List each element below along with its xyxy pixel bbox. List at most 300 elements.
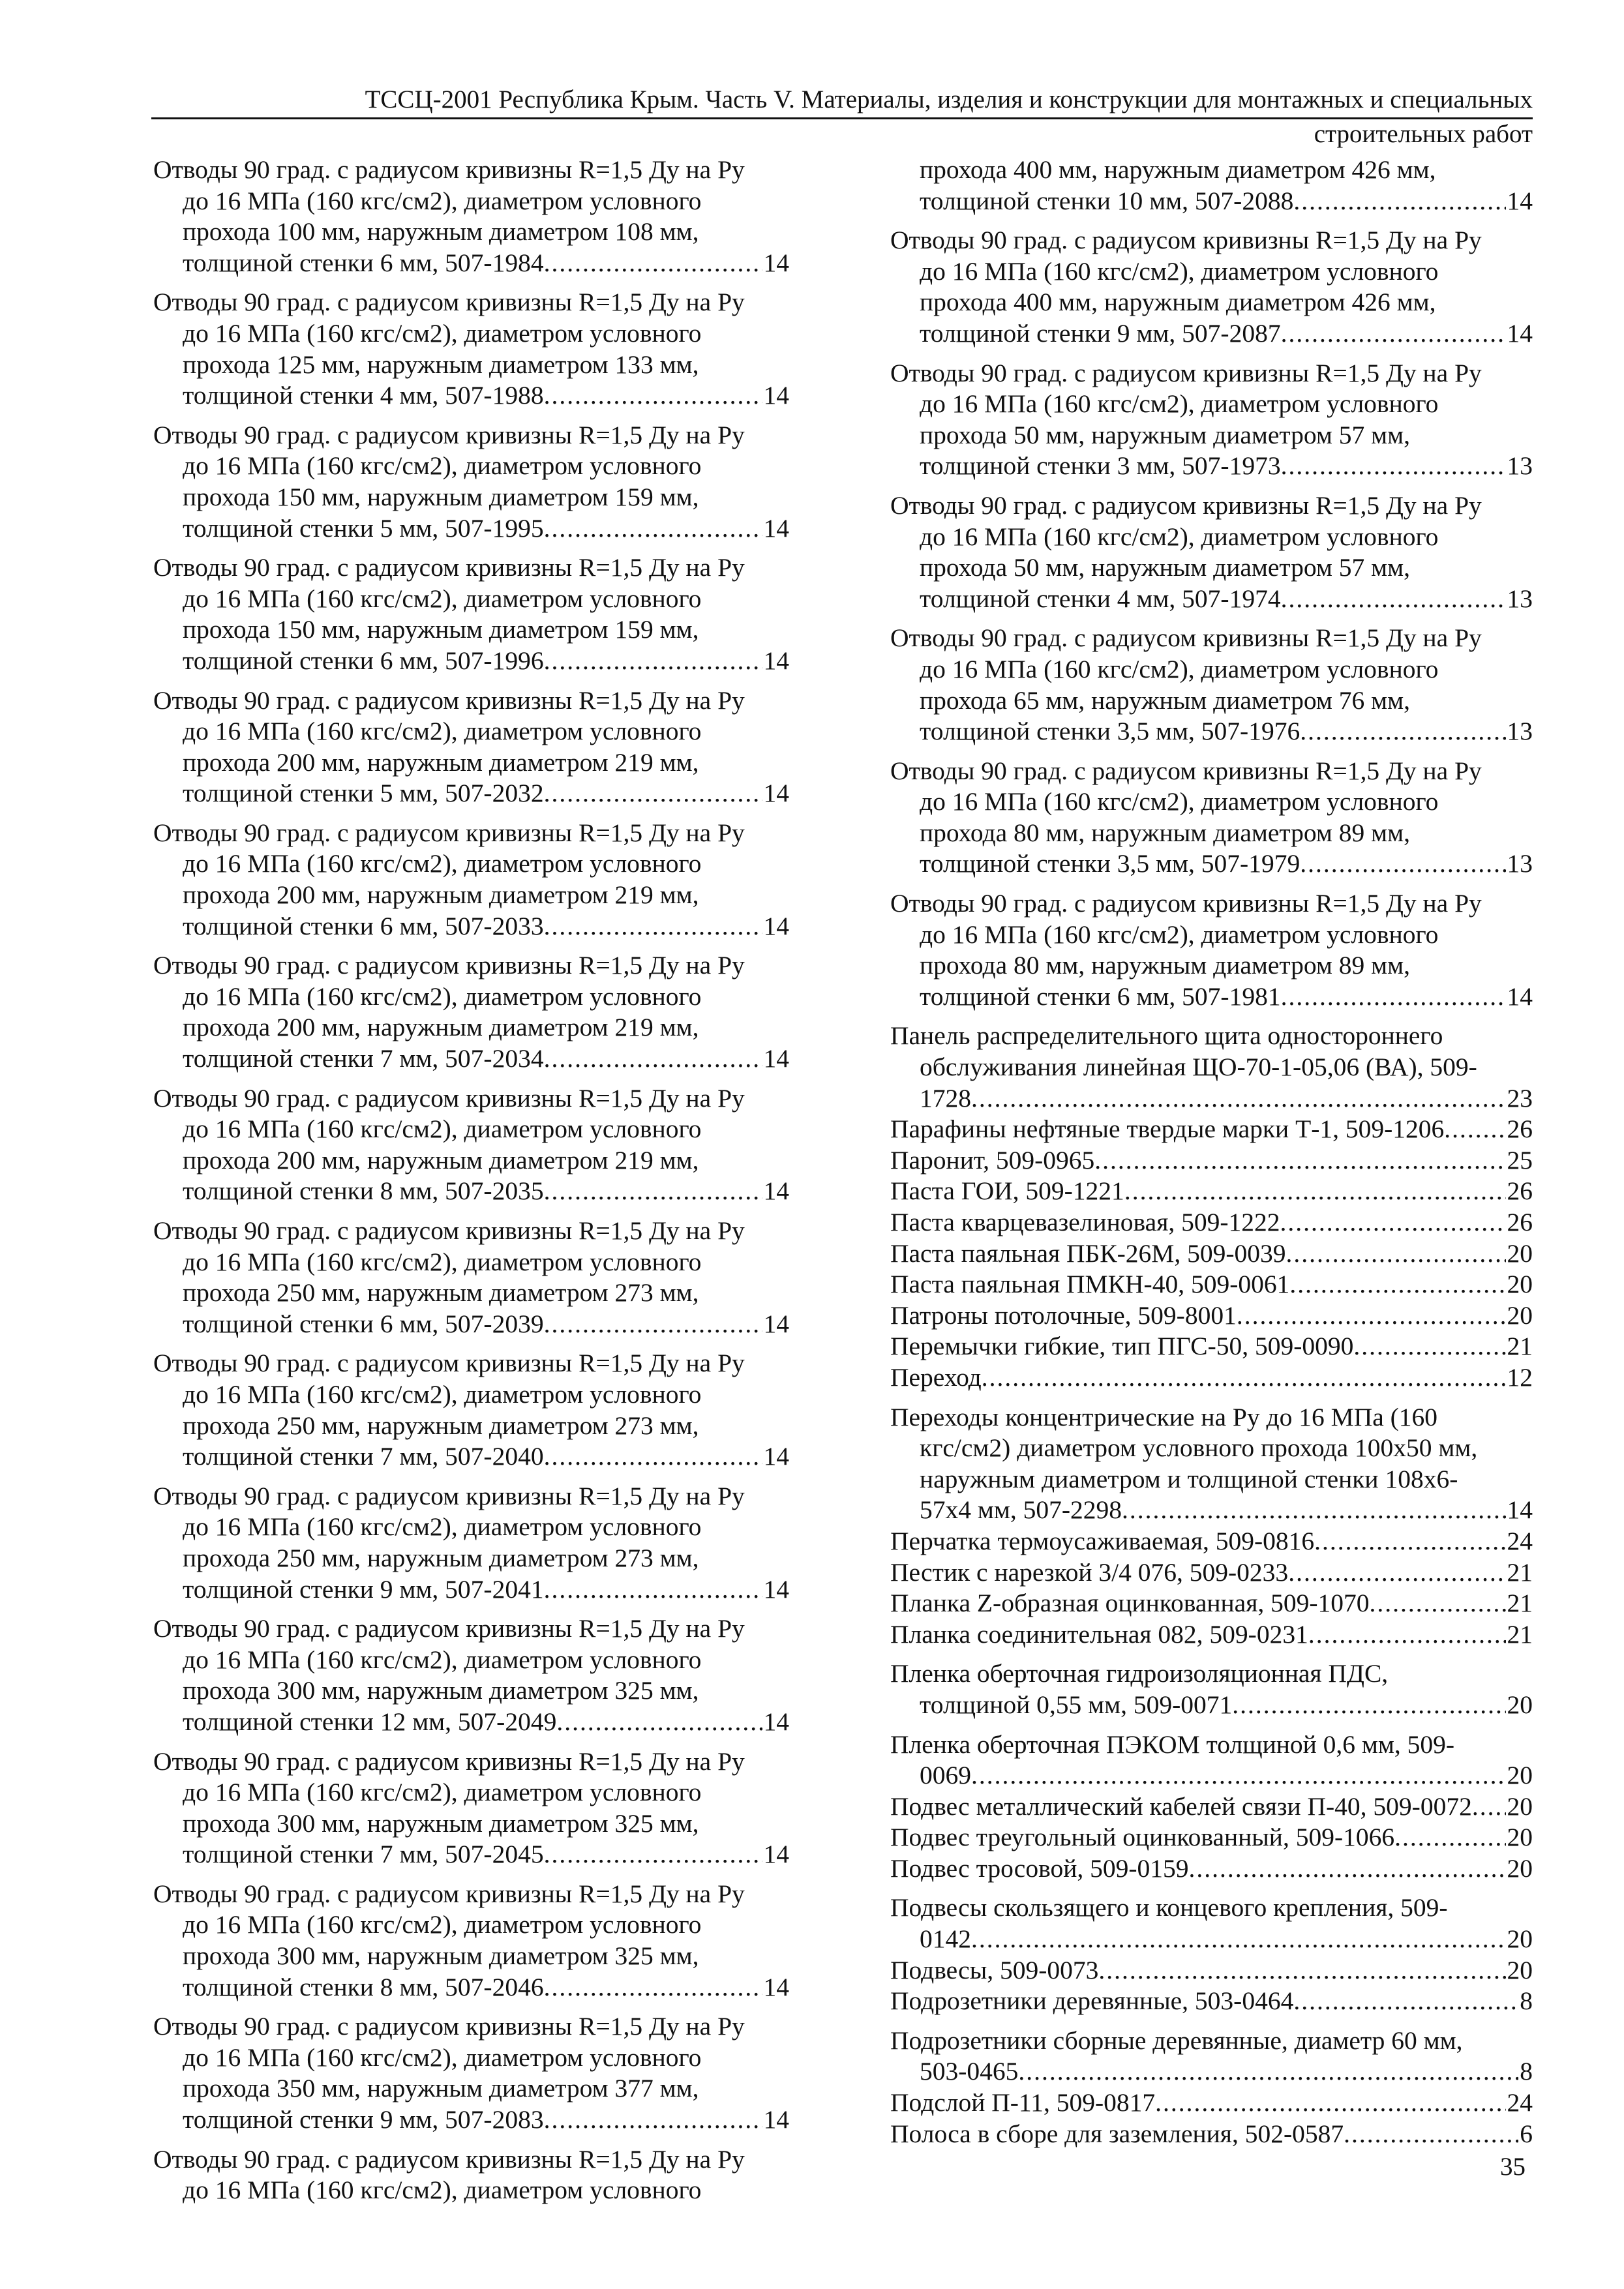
index-entry-text: толщиной стенки 10 мм, 507-2088 [920, 186, 1294, 215]
index-entry [890, 225, 1533, 349]
index-entry [153, 1613, 789, 1737]
dot-leader [544, 1176, 762, 1207]
index-entry [890, 1207, 1533, 1238]
running-header [151, 85, 1533, 149]
index-entry-line: до 16 МПа (160 кгс/см2), диаметром условного [183, 584, 702, 613]
index-entry [153, 420, 789, 544]
index-entry-text: Паста ГОИ, 509-1221 [890, 1176, 1124, 1206]
index-page-reference: 14 [763, 381, 789, 410]
index-entry-line: Отводы 90 град. с радиусом кривизны R=1,5 Ду на Ру [153, 1879, 745, 1908]
index-entry-leader-line [890, 1924, 1533, 1955]
index-entry-text: 1728 [920, 1083, 971, 1113]
dot-leader [1094, 1145, 1505, 1176]
index-entry-line: до 16 МПа (160 кгс/см2), диаметром условного [920, 920, 1439, 949]
index-page-reference: 14 [1507, 186, 1533, 215]
index-entry-leader-line [890, 1557, 1533, 1589]
dot-leader [1344, 2119, 1518, 2150]
index-entry-leader-line [890, 1207, 1533, 1238]
index-entry-text: толщиной стенки 3 мм, 507-1973 [920, 451, 1281, 481]
index-entry [890, 1402, 1533, 1526]
index-page-reference: 14 [763, 1044, 789, 1073]
index-page-reference: 13 [1507, 451, 1533, 481]
index-entry-line: до 16 МПа (160 кгс/см2), диаметром условного [183, 1247, 702, 1276]
index-entry-text: Планка Z-образная оцинкованная, 509-1070 [890, 1589, 1370, 1618]
index-entry [153, 552, 789, 676]
dot-leader [1098, 1955, 1505, 1986]
index-page-reference: 21 [1507, 1619, 1533, 1649]
index-entry [890, 358, 1533, 482]
dot-leader [1353, 1331, 1505, 1362]
dot-leader [971, 1924, 1506, 1955]
index-entry-line: прохода 200 мм, наружным диаметром 219 мм, [183, 880, 699, 910]
index-entry-line: Отводы 90 град. с радиусом кривизны R=1,5 Ду на Ру [153, 155, 745, 184]
index-entry-leader-line [890, 186, 1533, 217]
index-entry-text: толщиной стенки 9 мм, 507-2041 [183, 1574, 544, 1604]
dot-leader [1286, 1238, 1506, 1270]
dot-leader [1281, 451, 1506, 482]
index-entry [890, 155, 1533, 217]
index-entry-leader-line [890, 1300, 1533, 1332]
dot-leader [1394, 1822, 1505, 1853]
index-entry [890, 1557, 1533, 1589]
index-entry-line: до 16 МПа (160 кгс/см2), диаметром условного [920, 654, 1439, 683]
index-entry-text: толщиной стенки 6 мм, 507-2039 [183, 1309, 544, 1338]
index-entry-line: Отводы 90 град. с радиусом кривизны R=1,5 Ду на Ру [890, 756, 1482, 785]
index-entry [890, 888, 1533, 1012]
index-page-reference: 14 [763, 1707, 789, 1736]
index-page-reference: 21 [1507, 1589, 1533, 1618]
index-page-reference: 21 [1507, 1557, 1533, 1587]
index-entry-leader-line [890, 451, 1533, 482]
index-entry-leader-line [890, 1526, 1533, 1557]
index-entry-leader-line [890, 1362, 1533, 1394]
index-page-reference: 20 [1507, 1690, 1533, 1719]
index-entry-line: Подрозетники сборные деревянные, диаметр 60 мм, [890, 2026, 1463, 2055]
dot-leader [544, 380, 762, 411]
index-page-reference: 20 [1507, 1300, 1533, 1330]
index-entry-line: Подвесы скользящего и концевого крепления, 509- [890, 1893, 1448, 1922]
dot-leader [1280, 1207, 1506, 1238]
dot-leader [1472, 1791, 1506, 1823]
index-entry-text: Паста паяльная ПМКН-40, 509-0061 [890, 1270, 1290, 1299]
dot-leader [544, 513, 762, 545]
index-entry-leader-line [890, 1690, 1533, 1721]
index-entry-leader-line [890, 2056, 1533, 2087]
index-entry-line: прохода 350 мм, наружным диаметром 377 мм, [183, 2074, 699, 2103]
index-entry [890, 1822, 1533, 1853]
dot-leader [1232, 1690, 1505, 1721]
index-entry [890, 1145, 1533, 1176]
header-title: ТССЦ-2001 Республика Крым. Часть V. Материалы, изделия и конструкции для монтажных и специальных [365, 85, 1533, 113]
dot-leader [971, 1083, 1506, 1115]
index-entry-leader-line [153, 248, 789, 279]
index-entry-text: Полоса в сборе для заземления, 502-0587 [890, 2119, 1344, 2148]
index-entry-line: Отводы 90 град. с радиусом кривизны R=1,5 Ду на Ру [890, 889, 1482, 918]
index-entry-line: до 16 МПа (160 кгс/см2), диаметром условного [183, 2176, 702, 2205]
dot-leader [1300, 716, 1505, 747]
index-entry [153, 1083, 789, 1207]
dot-leader [544, 1839, 762, 1870]
index-entry-line: прохода 300 мм, наружным диаметром 325 мм, [183, 1676, 699, 1705]
index-entry-text: толщиной 0,55 мм, 509-0071 [920, 1690, 1233, 1719]
index-page-reference: 24 [1507, 1526, 1533, 1555]
index-entry-leader-line [890, 1238, 1533, 1270]
index-entry-leader-line [890, 1588, 1533, 1619]
index-entry [890, 1331, 1533, 1362]
index-entry [890, 490, 1533, 614]
index-entry-leader-line [153, 513, 789, 545]
index-entry-line: прохода 150 мм, наружным диаметром 159 мм, [183, 482, 699, 511]
index-entry-line: до 16 МПа (160 кгс/см2), диаметром условного [920, 389, 1439, 419]
index-page-reference: 21 [1507, 1332, 1533, 1361]
index-entry-line: до 16 МПа (160 кгс/см2), диаметром условного [183, 1115, 702, 1144]
dot-leader [1444, 1114, 1505, 1145]
page-number: 35 [1500, 2153, 1526, 2181]
dot-leader [544, 1972, 762, 2003]
dot-leader [1308, 1619, 1506, 1651]
index-page-reference: 26 [1507, 1208, 1533, 1236]
index-entry [890, 756, 1533, 880]
index-page-reference: 20 [1507, 1270, 1533, 1299]
index-entry-line: Отводы 90 град. с радиусом кривизны R=1,5 Ду на Ру [153, 951, 745, 980]
index-entry-text: толщиной стенки 6 мм, 507-2033 [183, 911, 544, 940]
index-entry-line: до 16 МПа (160 кгс/см2), диаметром условного [183, 1910, 702, 1939]
index-entry-line: Отводы 90 град. с радиусом кривизны R=1,5 Ду на Ру [890, 623, 1482, 653]
index-entry [153, 685, 789, 809]
index-entry-leader-line [153, 1176, 789, 1207]
index-entry-line: до 16 МПа (160 кгс/см2), диаметром условного [920, 256, 1439, 286]
index-entry [890, 1114, 1533, 1145]
index-entry [890, 1853, 1533, 1885]
index-entry-text: 0142 [920, 1924, 971, 1954]
index-entry-line: до 16 МПа (160 кгс/см2), диаметром условного [183, 2042, 702, 2072]
index-entry-text: толщиной стенки 5 мм, 507-1995 [183, 513, 544, 543]
index-entry-text: толщиной стенки 7 мм, 507-2045 [183, 1840, 544, 1869]
dot-leader [1293, 186, 1505, 217]
index-entry-leader-line [890, 1114, 1533, 1145]
dot-leader [544, 778, 762, 809]
index-entry [153, 2144, 789, 2206]
index-entry-leader-line [153, 1972, 789, 2003]
index-entry-text: Подвес треугольный оцинкованный, 509-1066 [890, 1823, 1395, 1852]
dot-leader [1289, 1269, 1505, 1300]
index-entry-leader-line [890, 848, 1533, 880]
index-entry-line: прохода 200 мм, наружным диаметром 219 мм, [183, 1145, 699, 1174]
dot-leader [971, 1760, 1506, 1791]
index-entry [890, 1176, 1533, 1207]
index-entry-leader-line [153, 1043, 789, 1075]
index-page-reference: 25 [1507, 1145, 1533, 1174]
dot-leader [1018, 2056, 1518, 2087]
index-entry-line: прохода 65 мм, наружным диаметром 76 мм, [920, 685, 1411, 715]
index-entry-leader-line [890, 1955, 1533, 1986]
index-page-reference: 14 [763, 1972, 789, 2001]
dot-leader [544, 1441, 762, 1473]
index-entry-text: толщиной стенки 6 мм, 507-1981 [920, 981, 1281, 1011]
index-entry-text: Паронит, 509-0965 [890, 1145, 1095, 1174]
index-entry [890, 1269, 1533, 1300]
index-entry-leader-line [890, 584, 1533, 615]
index-entry-line: Отводы 90 град. с радиусом кривизны R=1,5 Ду на Ру [153, 1481, 745, 1510]
index-entry-line: прохода 300 мм, наружным диаметром 325 мм, [183, 1808, 699, 1838]
index-entry-text: толщиной стенки 9 мм, 507-2087 [920, 318, 1281, 348]
index-page-reference: 20 [1507, 1238, 1533, 1268]
index-entry-leader-line [153, 1574, 789, 1606]
index-entry-text: Переход [890, 1362, 982, 1392]
index-entry-text: Паста паяльная ПБК-26М, 509-0039 [890, 1238, 1286, 1268]
index-entry [890, 1791, 1533, 1823]
index-page-reference: 14 [1507, 1495, 1533, 1525]
dot-leader [1288, 1557, 1505, 1589]
dot-leader [544, 911, 762, 942]
index-entry-line: прохода 200 мм, наружным диаметром 219 мм, [183, 747, 699, 777]
index-entry-text: толщиной стенки 8 мм, 507-2046 [183, 1972, 544, 2001]
index-entry-line: до 16 МПа (160 кгс/см2), диаметром условного [920, 787, 1439, 816]
index-entry [890, 1658, 1533, 1720]
index-entry-text: Подвесы, 509-0073 [890, 1955, 1099, 1984]
index-entry-line: Отводы 90 град. с радиусом кривизны R=1,5 Ду на Ру [153, 685, 745, 715]
index-page-reference: 23 [1507, 1083, 1533, 1113]
index-page-reference: 14 [763, 1442, 789, 1471]
index-entry-line: прохода 400 мм, наружным диаметром 426 мм, [920, 288, 1436, 317]
index-entry-leader-line [890, 1495, 1533, 1526]
index-entry-text: толщиной стенки 12 мм, 507-2049 [183, 1707, 557, 1736]
index-entry-text: Подвес тросовой, 509-0159 [890, 1853, 1189, 1883]
index-entry [890, 1300, 1533, 1332]
index-entry-text: толщиной стенки 6 мм, 507-1984 [183, 248, 544, 277]
dot-leader [544, 1309, 762, 1340]
dot-leader [1370, 1588, 1506, 1619]
index-page-reference: 26 [1507, 1176, 1533, 1206]
index-page-reference: 8 [1520, 1986, 1533, 2016]
index-entry [890, 2026, 1533, 2087]
index-entry-line: наружным диаметром и толщиной стенки 108х6- [920, 1464, 1458, 1493]
index-page-reference: 20 [1507, 1791, 1533, 1821]
index-entry-leader-line [890, 2119, 1533, 2150]
index-entry-leader-line [153, 2104, 789, 2136]
index-entry-line: Отводы 90 град. с радиусом кривизны R=1,5 Ду на Ру [153, 818, 745, 847]
index-entry-leader-line [153, 646, 789, 677]
index-entry [153, 2011, 789, 2135]
index-entry-line: прохода 100 мм, наружным диаметром 108 мм, [183, 217, 699, 247]
dot-leader [544, 1043, 762, 1075]
index-entry-line: прохода 80 мм, наружным диаметром 89 мм, [920, 818, 1411, 847]
index-entry-text: Подвес металлический кабелей связи П-40, 509-0072 [890, 1791, 1472, 1821]
index-page-reference: 20 [1507, 1955, 1533, 1984]
index-entry-line: до 16 МПа (160 кгс/см2), диаметром условного [920, 522, 1439, 551]
index-entry-text: толщиной стенки 3,5 мм, 507-1976 [920, 717, 1301, 746]
index-entry-line: Отводы 90 град. с радиусом кривизны R=1,5 Ду на Ру [890, 226, 1482, 255]
index-entry [890, 1526, 1533, 1557]
index-entry-text: толщиной стенки 6 мм, 507-1996 [183, 646, 544, 675]
index-page-reference: 14 [763, 779, 789, 808]
index-entry [890, 1362, 1533, 1394]
index-entry-line: прохода 50 мм, наружным диаметром 57 мм, [920, 553, 1411, 582]
index-page-reference: 26 [1507, 1115, 1533, 1144]
index-entry [890, 1619, 1533, 1651]
index-entry-text: толщиной стенки 7 мм, 507-2034 [183, 1044, 544, 1073]
index-entry-line: Отводы 90 град. с радиусом кривизны R=1,5 Ду на Ру [153, 1083, 745, 1113]
index-entry-leader-line [890, 1145, 1533, 1176]
index-entry-leader-line [890, 1760, 1533, 1791]
index-entry-line: до 16 МПа (160 кгс/см2), диаметром условного [183, 1379, 702, 1409]
index-page-reference: 14 [1507, 318, 1533, 348]
index-entry-line: Отводы 90 град. с радиусом кривизны R=1,5 Ду на Ру [153, 1216, 745, 1245]
index-page-reference: 14 [763, 1840, 789, 1869]
index-entry-line: до 16 МПа (160 кгс/см2), диаметром условного [183, 1645, 702, 1674]
index-entry-text: Патроны потолочные, 509-8001 [890, 1300, 1237, 1330]
index-entry-line: Отводы 90 град. с радиусом кривизны R=1,5 Ду на Ру [153, 2144, 745, 2174]
index-entry [890, 623, 1533, 747]
index-page-reference: 6 [1520, 2119, 1533, 2148]
dot-leader [1189, 1853, 1506, 1885]
index-entry-leader-line [890, 1176, 1533, 1207]
index-entry-line: Отводы 90 град. с радиусом кривизны R=1,5 Ду на Ру [153, 420, 745, 449]
dot-leader [1293, 1986, 1518, 2017]
index-entry-text: толщиной стенки 8 мм, 507-2035 [183, 1176, 544, 1206]
dot-leader [544, 2104, 762, 2136]
index-entry [890, 1021, 1533, 1114]
index-entry-text: Подрозетники деревянные, 503-0464 [890, 1986, 1294, 2016]
index-entry-text: Пестик с нарезкой 3/4 076, 509-0233 [890, 1557, 1289, 1587]
index-entry-leader-line [890, 1619, 1533, 1651]
index-entry-leader-line [890, 981, 1533, 1013]
index-entry-line: Отводы 90 град. с радиусом кривизны R=1,5 Ду на Ру [153, 553, 745, 582]
index-entry-line: Отводы 90 град. с радиусом кривизны R=1,5 Ду на Ру [153, 1746, 745, 1776]
index-entry-line: до 16 МПа (160 кгс/см2), диаметром условного [183, 1778, 702, 1807]
index-entry-leader-line [153, 1839, 789, 1870]
index-entry-line: кгс/см2) диаметром условного прохода 100х50 мм, [920, 1433, 1478, 1463]
dot-leader [982, 1362, 1506, 1394]
index-entry-line: Отводы 90 град. с радиусом кривизны R=1,5 Ду на Ру [153, 1349, 745, 1378]
index-page-reference: 14 [763, 2105, 789, 2134]
index-entry [153, 287, 789, 411]
index-page-reference: 12 [1507, 1362, 1533, 1392]
index-entry-text: толщиной стенки 3,5 мм, 507-1979 [920, 849, 1301, 878]
index-entry [153, 155, 789, 278]
index-entry-line: обслуживания линейная ЩО-70-1-05,06 (ВА), 509- [920, 1053, 1477, 1082]
index-page-reference: 14 [763, 1309, 789, 1338]
index-entry-leader-line [890, 1269, 1533, 1300]
index-page-reference: 13 [1507, 584, 1533, 613]
index-entry-line: прохода 150 мм, наружным диаметром 159 мм, [183, 615, 699, 644]
index-entry-line: прохода 125 мм, наружным диаметром 133 мм, [183, 350, 699, 379]
index-entry-line: прохода 250 мм, наружным диаметром 273 мм, [183, 1543, 699, 1572]
index-entry [890, 1955, 1533, 1986]
index-entry [890, 1893, 1533, 1954]
dot-leader [556, 1707, 762, 1738]
index-entry [890, 1588, 1533, 1619]
index-page-reference: 14 [763, 646, 789, 675]
dot-leader [1281, 584, 1506, 615]
index-entry-line: до 16 МПа (160 кгс/см2), диаметром условного [183, 717, 702, 746]
index-entry-line: прохода 50 мм, наружным диаметром 57 мм, [920, 420, 1411, 449]
index-entry [153, 1879, 789, 2003]
index-entry-line: Отводы 90 град. с радиусом кривизны R=1,5 Ду на Ру [890, 358, 1482, 387]
index-entry-text: толщиной стенки 7 мм, 507-2040 [183, 1442, 544, 1471]
index-entry-leader-line [890, 1083, 1533, 1115]
dot-leader [1155, 2087, 1505, 2119]
dot-leader [1237, 1300, 1506, 1332]
index-entry [153, 1481, 789, 1605]
index-entry-line: прохода 250 мм, наружным диаметром 273 мм, [183, 1278, 699, 1308]
dot-leader [544, 646, 762, 677]
index-entry-line: прохода 400 мм, наружным диаметром 426 мм, [920, 155, 1436, 184]
index-entry-text: 503-0465 [920, 2057, 1019, 2086]
index-entry-line: до 16 МПа (160 кгс/см2), диаметром условного [183, 849, 702, 878]
index-entry-line: до 16 МПа (160 кгс/см2), диаметром условного [183, 1512, 702, 1542]
index-page-reference: 20 [1507, 1761, 1533, 1790]
index-entry-leader-line [890, 1986, 1533, 2017]
dot-leader [1122, 1495, 1505, 1526]
index-entry-line: прохода 300 мм, наружным диаметром 325 мм, [183, 1941, 699, 1971]
index-entry-line: Отводы 90 град. с радиусом кривизны R=1,5 Ду на Ру [153, 2012, 745, 2041]
index-page-reference: 14 [763, 1574, 789, 1604]
header-title-continued: строительных работ [1314, 120, 1533, 148]
index-page-reference: 13 [1507, 849, 1533, 878]
index-page-reference: 14 [763, 911, 789, 940]
index-entry-line: до 16 МПа (160 кгс/см2), диаметром условного [183, 981, 702, 1011]
index-page-reference: 14 [763, 513, 789, 543]
index-page-reference: 20 [1507, 1924, 1533, 1954]
index-entry-text: 57х4 мм, 507-2298 [920, 1495, 1122, 1525]
index-page-reference: 14 [763, 248, 789, 277]
index-entry [153, 1348, 789, 1472]
dot-leader [1300, 848, 1505, 880]
index-entry-line: Отводы 90 град. с радиусом кривизны R=1,5 Ду на Ру [890, 490, 1482, 520]
index-entry-leader-line [153, 778, 789, 809]
index-entry-text: Парафины нефтяные твердые марки Т-1, 509-1206 [890, 1115, 1445, 1144]
index-page-reference: 24 [1507, 2088, 1533, 2117]
index-entry [153, 1216, 789, 1339]
index-entry-text: Перчатка термоусаживаемая, 509-0816 [890, 1526, 1315, 1555]
index-entry-line: до 16 МПа (160 кгс/см2), диаметром условного [183, 451, 702, 481]
index-entry [890, 1729, 1533, 1791]
index-entry-line: Отводы 90 град. с радиусом кривизны R=1,5 Ду на Ру [153, 1614, 745, 1643]
index-entry-text: толщиной стенки 9 мм, 507-2083 [183, 2105, 544, 2134]
index-entry-text: Подслой П-11, 509-0817 [890, 2088, 1156, 2117]
index-entry [890, 1986, 1533, 2017]
index-entry-line: Пленка оберточная ПЭКОМ толщиной 0,6 мм, 509- [890, 1729, 1455, 1759]
index-column-right [890, 155, 1533, 2149]
index-entry-line: прохода 200 мм, наружным диаметром 219 мм, [183, 1013, 699, 1042]
dot-leader [1281, 981, 1506, 1013]
index-entry-leader-line [890, 318, 1533, 350]
index-entry-leader-line [890, 1791, 1533, 1823]
index-page-reference: 20 [1507, 1853, 1533, 1883]
index-entry-leader-line [890, 2087, 1533, 2119]
index-entry-text: толщиной стенки 4 мм, 507-1988 [183, 381, 544, 410]
dot-leader [1281, 318, 1506, 350]
index-entry-line: прохода 80 мм, наружным диаметром 89 мм, [920, 951, 1411, 980]
index-entry-leader-line [153, 380, 789, 411]
index-entry-leader-line [890, 1331, 1533, 1362]
index-page-reference: 20 [1507, 1823, 1533, 1852]
index-entry [153, 818, 789, 942]
index-entry-text: толщиной стенки 4 мм, 507-1974 [920, 584, 1281, 613]
index-entry-line: Пленка оберточная гидроизоляционная ПДС, [890, 1659, 1389, 1688]
dot-leader [544, 1574, 762, 1606]
index-entry-text: Перемычки гибкие, тип ПГС-50, 509-0090 [890, 1332, 1354, 1361]
index-entry-leader-line [153, 911, 789, 942]
index-entry-line: до 16 МПа (160 кгс/см2), диаметром условного [183, 186, 702, 215]
dot-leader [544, 248, 762, 279]
index-entry [890, 2087, 1533, 2119]
index-page-reference: 8 [1520, 2057, 1533, 2086]
index-page-reference: 14 [763, 1176, 789, 1206]
index-entry-leader-line [153, 1707, 789, 1738]
dot-leader [1314, 1526, 1505, 1557]
